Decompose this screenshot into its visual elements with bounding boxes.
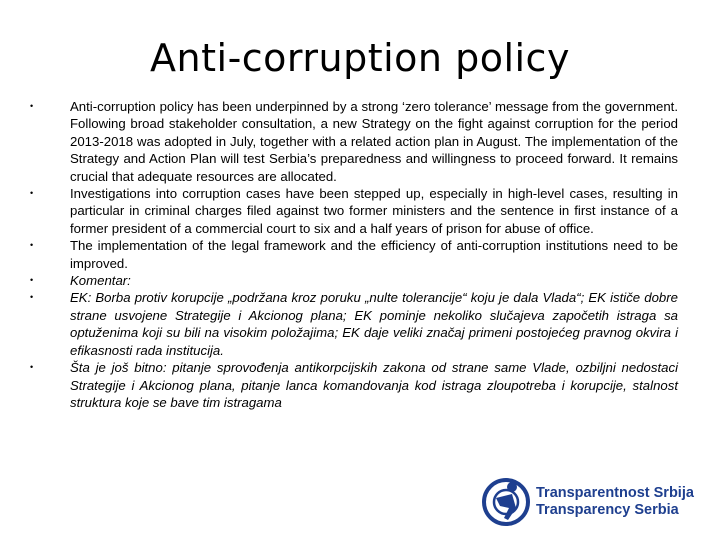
bullet-item	[30, 359, 678, 411]
bullet-dot-icon: •	[30, 101, 34, 111]
bullet-text: Anti-corruption policy has been underpinned by a strong ‘zero tolerance’ message from the government. Following broad stakeholder consultation, a new	[70, 99, 678, 132]
bullet-text: , together with a related action plan in August. The implementation of the Strategy and Action Plan will test Serbia’s preparedness and willingness to proceed forward. It remains crucial that adequate resources are allocated.	[70, 133, 678, 184]
bullet-text: Šta je još bitno: pitanje sprovođenja antikorpcijskih zakona od strane same Vlade, ozbiljni nedostaci Strategije i Akcionog plana, pitanje lanca komandovanja kod istraga zloupotreba i korupcije, stalnost struktura koje se bave tim istragama	[70, 360, 678, 410]
bullet-text: The implementation of the legal framework and the efficiency of anti-corruption institutions need to be improved.	[70, 238, 678, 271]
globe-with-figure-icon	[482, 478, 530, 526]
bullet-dot-icon: •	[30, 240, 34, 251]
slide-title: Anti-corruption policy	[150, 36, 570, 80]
bullet-dot-icon: •	[30, 292, 34, 303]
bullet-dot-icon: •	[30, 362, 34, 373]
bullet-item	[30, 98, 678, 185]
logo-text	[536, 485, 694, 519]
bullet-list	[30, 98, 678, 411]
bullet-item	[30, 272, 678, 289]
bullet-text: Investigations into corruption cases have been stepped up	[70, 186, 421, 202]
bullet-text: EK: Borba protiv korupcije „podržana kroz poruku „nulte tolerancije“ koju je dala Vlada“; EK ističe dobre strane usvojene Strategije i Akcionog plana; EK pominje nekoliko slučajeva započetih istraga sa optuženima koji su bili na visokim položajima; EK daje veliki značaj primeni postojećeg pravnog okvira i efikasnosti rada institucija.	[70, 290, 678, 358]
logo-line-2: Transparency Serbia	[536, 502, 679, 518]
bullet-text: , especially in high-level cases, resulting in particular in criminal charges filed against two former ministers and the sentence in first instance of a former president of a commercial court to six and a half years of prison for abuse of office.	[70, 186, 678, 236]
bullet-dot-icon: •	[30, 188, 34, 199]
transparency-serbia-logo	[478, 478, 708, 526]
bullet-dot-icon: •	[30, 275, 34, 286]
bullet-item	[30, 237, 678, 272]
bullet-item	[30, 185, 678, 237]
logo-line-1: Transparentnost Srbija	[536, 485, 694, 501]
bullet-text: Komentar:	[70, 273, 131, 289]
bullet-text: Strategy on the fight against corruption for the period 2013-2018 was adopted in July	[70, 116, 678, 149]
bullet-item	[30, 289, 678, 359]
